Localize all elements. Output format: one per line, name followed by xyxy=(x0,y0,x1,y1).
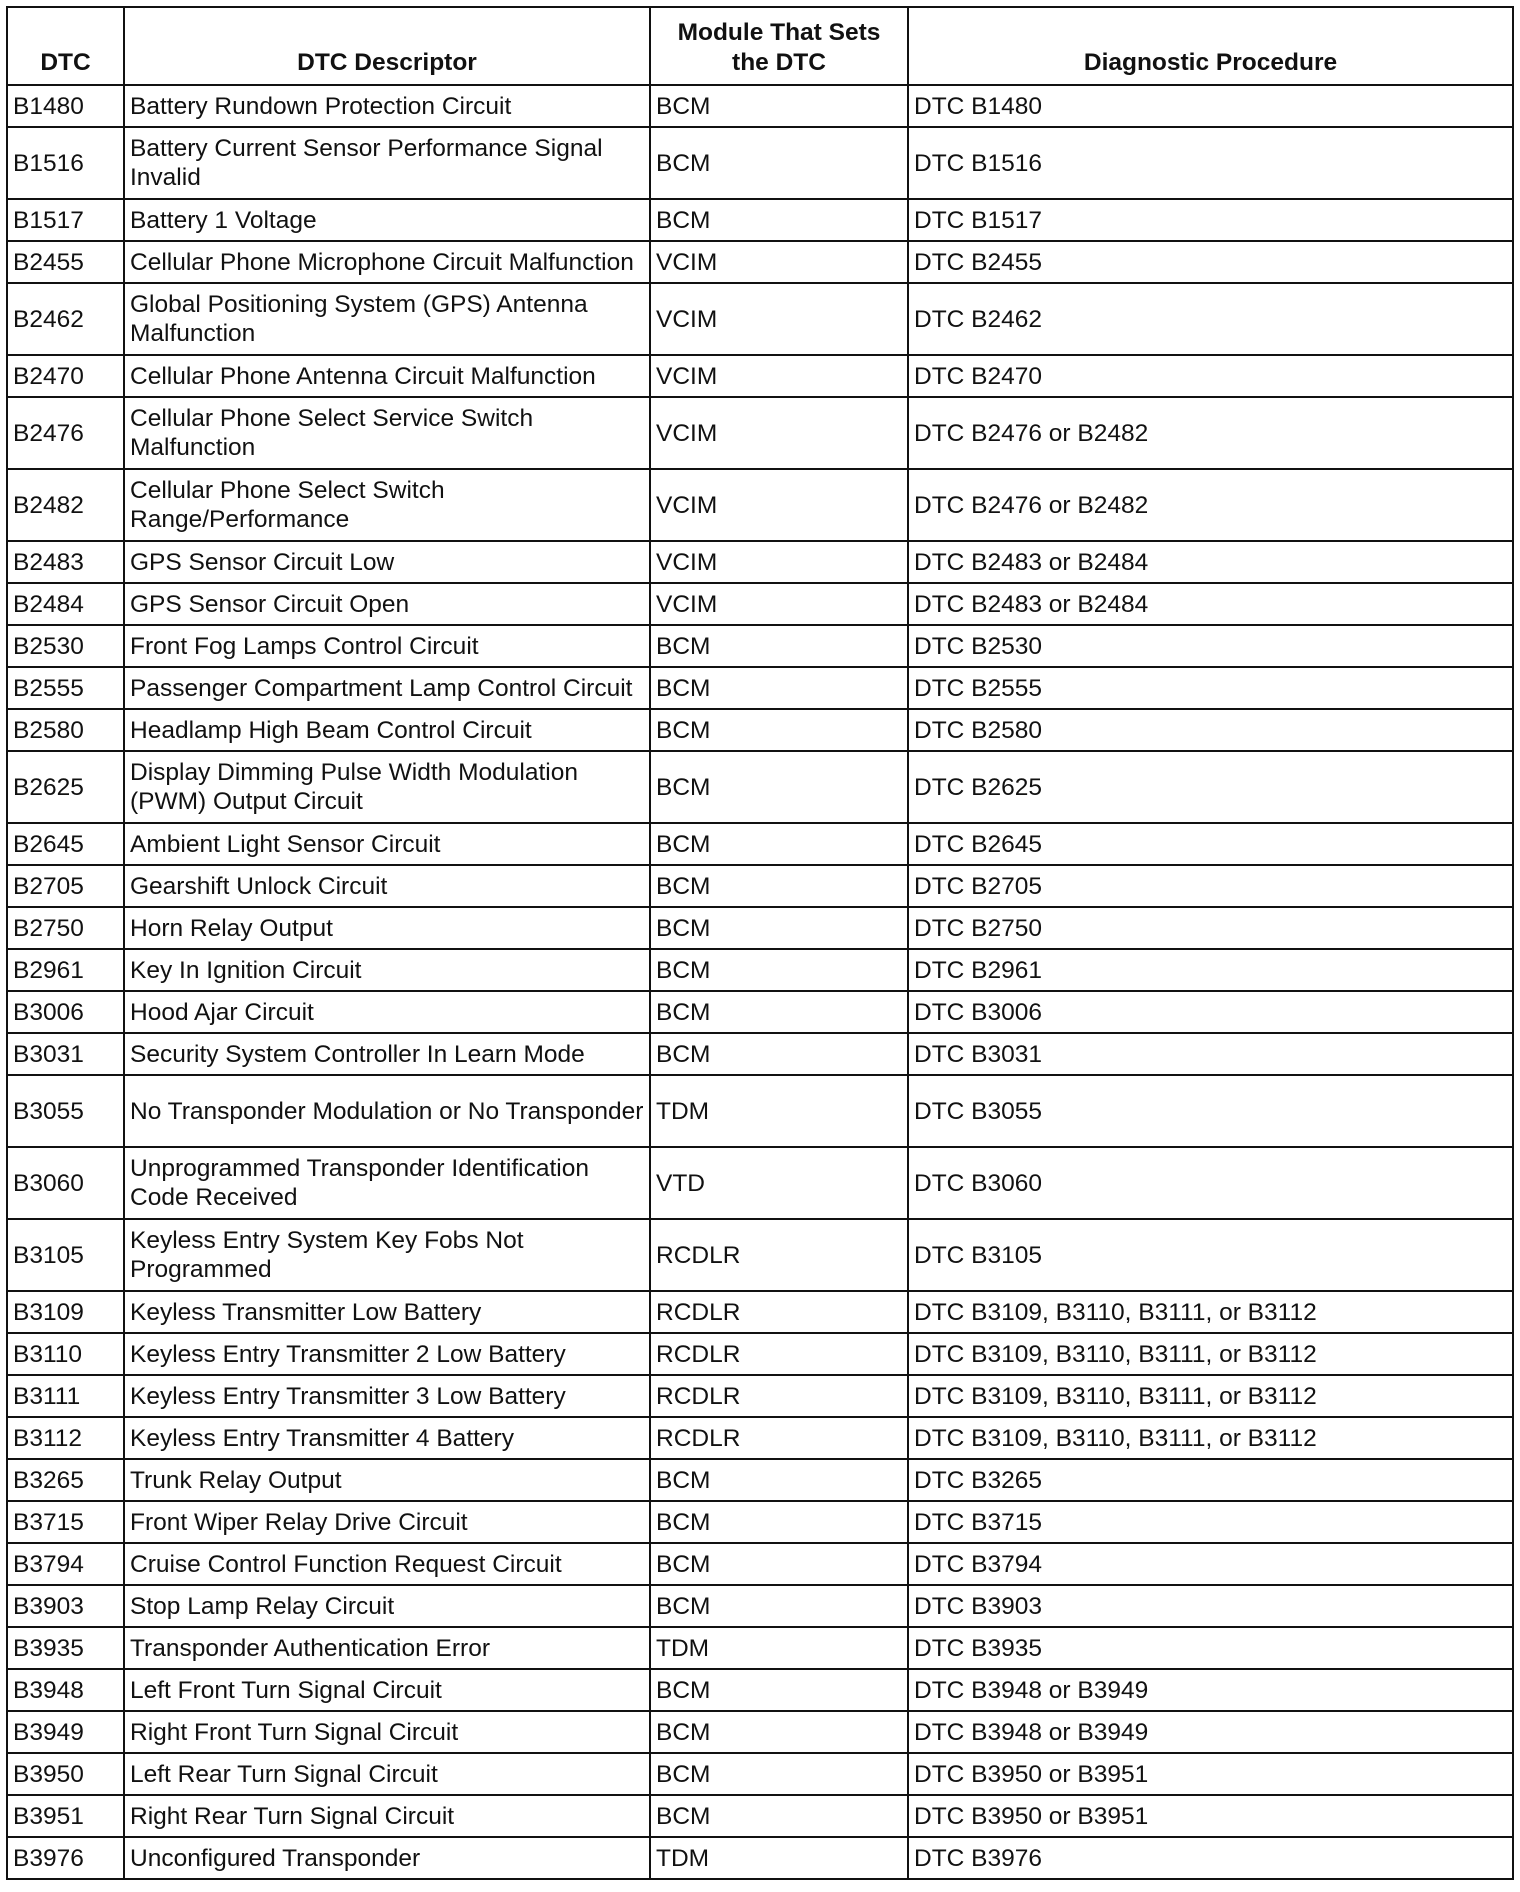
table-row xyxy=(7,1543,1513,1585)
table-row xyxy=(7,199,1513,241)
cell-module: VCIM xyxy=(650,355,908,397)
cell-procedure: DTC B3948 or B3949 xyxy=(908,1711,1513,1753)
cell-descriptor: Battery Rundown Protection Circuit xyxy=(124,85,650,127)
cell-descriptor: Cellular Phone Microphone Circuit Malfunction xyxy=(124,241,650,283)
cell-dtc: B3109 xyxy=(7,1291,124,1333)
cell-procedure: DTC B3109, B3110, B3111, or B3112 xyxy=(908,1417,1513,1459)
cell-descriptor: Cruise Control Function Request Circuit xyxy=(124,1543,650,1585)
table-row xyxy=(7,949,1513,991)
cell-dtc: B3976 xyxy=(7,1837,124,1879)
table-row xyxy=(7,397,1513,469)
cell-module: BCM xyxy=(650,907,908,949)
cell-procedure: DTC B3265 xyxy=(908,1459,1513,1501)
cell-descriptor: Key In Ignition Circuit xyxy=(124,949,650,991)
table-row xyxy=(7,1627,1513,1669)
dtc-table-page xyxy=(6,6,1512,1880)
header-diagnostic-procedure: Diagnostic Procedure xyxy=(908,7,1513,85)
cell-dtc: B2530 xyxy=(7,625,124,667)
cell-procedure: DTC B3031 xyxy=(908,1033,1513,1075)
cell-procedure: DTC B1517 xyxy=(908,199,1513,241)
cell-descriptor: Battery 1 Voltage xyxy=(124,199,650,241)
cell-descriptor: GPS Sensor Circuit Open xyxy=(124,583,650,625)
cell-procedure: DTC B2530 xyxy=(908,625,1513,667)
cell-descriptor: Front Wiper Relay Drive Circuit xyxy=(124,1501,650,1543)
dtc-table xyxy=(6,6,1514,1880)
table-row xyxy=(7,625,1513,667)
header-row xyxy=(7,7,1513,85)
cell-procedure: DTC B2483 or B2484 xyxy=(908,541,1513,583)
cell-module: BCM xyxy=(650,1753,908,1795)
table-row xyxy=(7,1417,1513,1459)
cell-procedure: DTC B1480 xyxy=(908,85,1513,127)
cell-procedure: DTC B3055 xyxy=(908,1075,1513,1147)
cell-procedure: DTC B2555 xyxy=(908,667,1513,709)
cell-dtc: B3948 xyxy=(7,1669,124,1711)
cell-dtc: B2750 xyxy=(7,907,124,949)
cell-module: VTD xyxy=(650,1147,908,1219)
cell-module: BCM xyxy=(650,1459,908,1501)
cell-descriptor: Global Positioning System (GPS) Antenna Malfunction xyxy=(124,283,650,355)
cell-module: BCM xyxy=(650,1033,908,1075)
table-row xyxy=(7,1033,1513,1075)
table-row xyxy=(7,751,1513,823)
cell-dtc: B3105 xyxy=(7,1219,124,1291)
table-row xyxy=(7,1291,1513,1333)
cell-dtc: B3112 xyxy=(7,1417,124,1459)
table-row xyxy=(7,907,1513,949)
cell-procedure: DTC B2750 xyxy=(908,907,1513,949)
cell-dtc: B2484 xyxy=(7,583,124,625)
cell-descriptor: Cellular Phone Select Service Switch Malfunction xyxy=(124,397,650,469)
cell-module: TDM xyxy=(650,1627,908,1669)
cell-descriptor: Left Rear Turn Signal Circuit xyxy=(124,1753,650,1795)
cell-dtc: B3110 xyxy=(7,1333,124,1375)
cell-dtc: B3031 xyxy=(7,1033,124,1075)
cell-module: BCM xyxy=(650,1585,908,1627)
cell-module: BCM xyxy=(650,1795,908,1837)
table-row xyxy=(7,1333,1513,1375)
table-row xyxy=(7,241,1513,283)
cell-dtc: B2580 xyxy=(7,709,124,751)
cell-descriptor: Keyless Entry Transmitter 3 Low Battery xyxy=(124,1375,650,1417)
table-row xyxy=(7,541,1513,583)
cell-descriptor: Ambient Light Sensor Circuit xyxy=(124,823,650,865)
cell-dtc: B3794 xyxy=(7,1543,124,1585)
cell-descriptor: Battery Current Sensor Performance Signal Invalid xyxy=(124,127,650,199)
cell-module: RCDLR xyxy=(650,1375,908,1417)
table-row xyxy=(7,583,1513,625)
cell-procedure: DTC B2483 or B2484 xyxy=(908,583,1513,625)
cell-module: BCM xyxy=(650,625,908,667)
cell-descriptor: Keyless Entry System Key Fobs Not Programmed xyxy=(124,1219,650,1291)
cell-module: BCM xyxy=(650,667,908,709)
cell-dtc: B3950 xyxy=(7,1753,124,1795)
table-row xyxy=(7,865,1513,907)
cell-descriptor: Horn Relay Output xyxy=(124,907,650,949)
cell-module: BCM xyxy=(650,1543,908,1585)
cell-dtc: B2705 xyxy=(7,865,124,907)
cell-procedure: DTC B2580 xyxy=(908,709,1513,751)
cell-procedure: DTC B2462 xyxy=(908,283,1513,355)
cell-descriptor: Unprogrammed Transponder Identification Code Received xyxy=(124,1147,650,1219)
cell-procedure: DTC B2455 xyxy=(908,241,1513,283)
table-row xyxy=(7,355,1513,397)
cell-procedure: DTC B3109, B3110, B3111, or B3112 xyxy=(908,1291,1513,1333)
table-row xyxy=(7,667,1513,709)
table-row xyxy=(7,1669,1513,1711)
cell-module: BCM xyxy=(650,949,908,991)
cell-dtc: B3265 xyxy=(7,1459,124,1501)
cell-descriptor: Trunk Relay Output xyxy=(124,1459,650,1501)
cell-module: BCM xyxy=(650,865,908,907)
cell-procedure: DTC B3903 xyxy=(908,1585,1513,1627)
cell-procedure: DTC B2961 xyxy=(908,949,1513,991)
cell-module: RCDLR xyxy=(650,1333,908,1375)
cell-module: BCM xyxy=(650,127,908,199)
cell-procedure: DTC B2476 or B2482 xyxy=(908,397,1513,469)
cell-dtc: B2476 xyxy=(7,397,124,469)
cell-procedure: DTC B3105 xyxy=(908,1219,1513,1291)
cell-procedure: DTC B3950 or B3951 xyxy=(908,1753,1513,1795)
cell-procedure: DTC B3794 xyxy=(908,1543,1513,1585)
cell-module: VCIM xyxy=(650,241,908,283)
cell-descriptor: Headlamp High Beam Control Circuit xyxy=(124,709,650,751)
cell-procedure: DTC B3950 or B3951 xyxy=(908,1795,1513,1837)
cell-procedure: DTC B3060 xyxy=(908,1147,1513,1219)
cell-procedure: DTC B2645 xyxy=(908,823,1513,865)
cell-descriptor: Display Dimming Pulse Width Modulation (PWM) Output Circuit xyxy=(124,751,650,823)
cell-module: BCM xyxy=(650,823,908,865)
table-row xyxy=(7,1375,1513,1417)
cell-module: BCM xyxy=(650,1711,908,1753)
cell-module: VCIM xyxy=(650,397,908,469)
cell-descriptor: Gearshift Unlock Circuit xyxy=(124,865,650,907)
table-row xyxy=(7,127,1513,199)
cell-dtc: B2555 xyxy=(7,667,124,709)
table-row xyxy=(7,85,1513,127)
header-dtc: DTC xyxy=(7,7,124,85)
cell-module: TDM xyxy=(650,1075,908,1147)
cell-dtc: B3935 xyxy=(7,1627,124,1669)
cell-module: RCDLR xyxy=(650,1417,908,1459)
cell-descriptor: Left Front Turn Signal Circuit xyxy=(124,1669,650,1711)
table-row xyxy=(7,823,1513,865)
cell-dtc: B1517 xyxy=(7,199,124,241)
cell-descriptor: No Transponder Modulation or No Transponder xyxy=(124,1075,650,1147)
table-row xyxy=(7,1075,1513,1147)
table-row xyxy=(7,1795,1513,1837)
cell-dtc: B3715 xyxy=(7,1501,124,1543)
cell-module: TDM xyxy=(650,1837,908,1879)
cell-procedure: DTC B2625 xyxy=(908,751,1513,823)
cell-descriptor: Cellular Phone Antenna Circuit Malfunction xyxy=(124,355,650,397)
cell-descriptor: Hood Ajar Circuit xyxy=(124,991,650,1033)
cell-dtc: B2625 xyxy=(7,751,124,823)
cell-dtc: B3111 xyxy=(7,1375,124,1417)
table-row xyxy=(7,1147,1513,1219)
table-row xyxy=(7,1753,1513,1795)
table-row xyxy=(7,1219,1513,1291)
cell-descriptor: Stop Lamp Relay Circuit xyxy=(124,1585,650,1627)
cell-procedure: DTC B3715 xyxy=(908,1501,1513,1543)
cell-module: BCM xyxy=(650,199,908,241)
cell-dtc: B3903 xyxy=(7,1585,124,1627)
cell-module: VCIM xyxy=(650,541,908,583)
cell-descriptor: Unconfigured Transponder xyxy=(124,1837,650,1879)
cell-procedure: DTC B3006 xyxy=(908,991,1513,1033)
cell-procedure: DTC B3935 xyxy=(908,1627,1513,1669)
cell-module: VCIM xyxy=(650,469,908,541)
cell-dtc: B2462 xyxy=(7,283,124,355)
cell-procedure: DTC B3948 or B3949 xyxy=(908,1669,1513,1711)
table-row xyxy=(7,283,1513,355)
cell-procedure: DTC B2705 xyxy=(908,865,1513,907)
cell-descriptor: Transponder Authentication Error xyxy=(124,1627,650,1669)
cell-module: BCM xyxy=(650,751,908,823)
table-row xyxy=(7,1711,1513,1753)
cell-descriptor: Keyless Entry Transmitter 4 Battery xyxy=(124,1417,650,1459)
cell-module: RCDLR xyxy=(650,1291,908,1333)
table-row xyxy=(7,991,1513,1033)
cell-procedure: DTC B3109, B3110, B3111, or B3112 xyxy=(908,1375,1513,1417)
cell-module: BCM xyxy=(650,85,908,127)
cell-dtc: B2470 xyxy=(7,355,124,397)
cell-module: RCDLR xyxy=(650,1219,908,1291)
cell-descriptor: GPS Sensor Circuit Low xyxy=(124,541,650,583)
header-dtc-descriptor: DTC Descriptor xyxy=(124,7,650,85)
cell-procedure: DTC B2476 or B2482 xyxy=(908,469,1513,541)
cell-dtc: B2645 xyxy=(7,823,124,865)
table-row xyxy=(7,469,1513,541)
table-row xyxy=(7,1459,1513,1501)
cell-procedure: DTC B2470 xyxy=(908,355,1513,397)
cell-descriptor: Security System Controller In Learn Mode xyxy=(124,1033,650,1075)
table-header xyxy=(7,7,1513,85)
table-row xyxy=(7,1501,1513,1543)
cell-dtc: B2482 xyxy=(7,469,124,541)
header-module: Module That Sets the DTC xyxy=(650,7,908,85)
cell-descriptor: Keyless Entry Transmitter 2 Low Battery xyxy=(124,1333,650,1375)
table-body xyxy=(7,85,1513,1879)
cell-descriptor: Right Rear Turn Signal Circuit xyxy=(124,1795,650,1837)
cell-descriptor: Right Front Turn Signal Circuit xyxy=(124,1711,650,1753)
table-row xyxy=(7,1585,1513,1627)
table-row xyxy=(7,709,1513,751)
cell-descriptor: Cellular Phone Select Switch Range/Performance xyxy=(124,469,650,541)
cell-procedure: DTC B3976 xyxy=(908,1837,1513,1879)
cell-module: VCIM xyxy=(650,583,908,625)
cell-module: BCM xyxy=(650,709,908,751)
cell-dtc: B3055 xyxy=(7,1075,124,1147)
cell-module: BCM xyxy=(650,1501,908,1543)
cell-descriptor: Keyless Transmitter Low Battery xyxy=(124,1291,650,1333)
cell-dtc: B1480 xyxy=(7,85,124,127)
cell-module: BCM xyxy=(650,991,908,1033)
cell-module: VCIM xyxy=(650,283,908,355)
cell-procedure: DTC B3109, B3110, B3111, or B3112 xyxy=(908,1333,1513,1375)
cell-dtc: B2961 xyxy=(7,949,124,991)
cell-dtc: B2455 xyxy=(7,241,124,283)
cell-descriptor: Front Fog Lamps Control Circuit xyxy=(124,625,650,667)
cell-dtc: B3949 xyxy=(7,1711,124,1753)
cell-procedure: DTC B1516 xyxy=(908,127,1513,199)
cell-dtc: B3951 xyxy=(7,1795,124,1837)
cell-module: BCM xyxy=(650,1669,908,1711)
cell-dtc: B3006 xyxy=(7,991,124,1033)
cell-dtc: B1516 xyxy=(7,127,124,199)
cell-dtc: B3060 xyxy=(7,1147,124,1219)
table-row xyxy=(7,1837,1513,1879)
cell-descriptor: Passenger Compartment Lamp Control Circuit xyxy=(124,667,650,709)
cell-dtc: B2483 xyxy=(7,541,124,583)
